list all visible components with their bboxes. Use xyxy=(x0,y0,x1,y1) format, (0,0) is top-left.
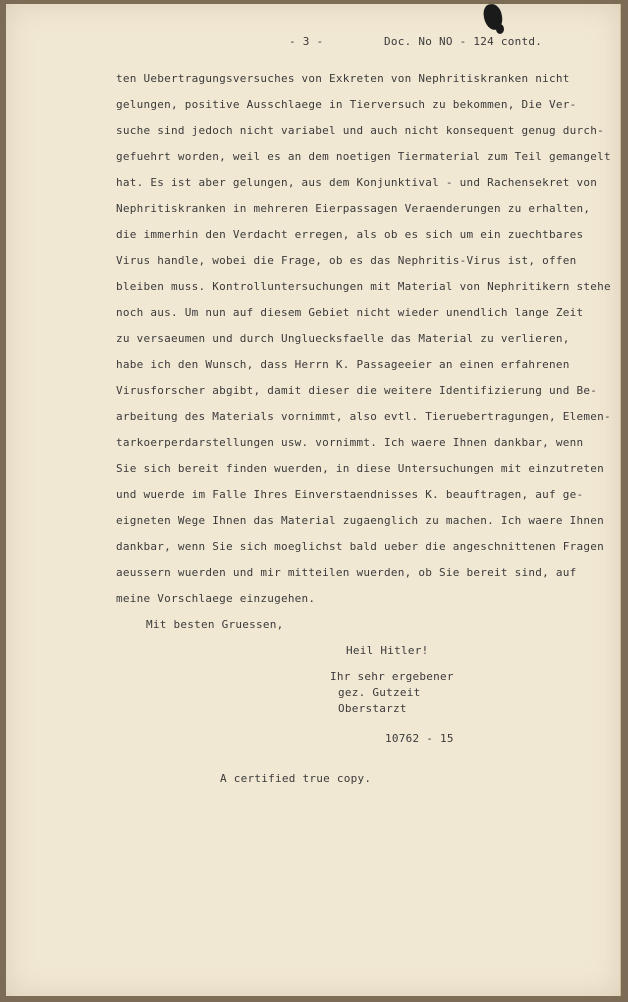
page-number: - 3 - xyxy=(289,35,324,48)
body-line: tarkoerperdarstellungen usw. vornimmt. Ich waere Ihnen dankbar, wenn xyxy=(116,436,584,449)
body-line: gefuehrt worden, weil es an dem noetigen Tiermaterial zum Teil gemangelt xyxy=(116,150,611,163)
body-line: aeussern wuerden und mir mitteilen wuerden, ob Sie bereit sind, auf xyxy=(116,566,577,579)
body-line: und wuerde im Falle Ihres Einverstaendnisses K. beauftragen, auf ge- xyxy=(116,488,584,501)
body-line: zu versaeumen und durch Ungluecksfaelle das Material zu verlieren, xyxy=(116,332,570,345)
body-line: dankbar, wenn Sie sich moeglichst bald ueber die angeschnittenen Fragen xyxy=(116,540,604,553)
body-line: ten Uebertragungsversuches von Exkreten von Nephritiskranken nicht xyxy=(116,72,570,85)
torn-corner-mark-small xyxy=(496,24,504,34)
certification-note: A certified true copy. xyxy=(220,772,372,785)
body-line: Virus handle, wobei die Frage, ob es das Nephritis-Virus ist, offen xyxy=(116,254,577,267)
body-line: suche sind jedoch nicht variabel und auch nicht konsequent genug durch- xyxy=(116,124,604,137)
body-line: gelungen, positive Ausschlaege in Tierversuch zu bekommen, Die Ver- xyxy=(116,98,577,111)
signature-line: Oberstarzt xyxy=(338,702,407,715)
body-line: habe ich den Wunsch, dass Herrn K. Passageeier an einen erfahrenen xyxy=(116,358,570,371)
body-line: Nephritiskranken in mehreren Eierpassagen Veraenderungen zu erhalten, xyxy=(116,202,591,215)
closing-greeting: Mit besten Gruessen, xyxy=(146,618,284,631)
body-line: bleiben muss. Kontrolluntersuchungen mit Material von Nephritikern stehe xyxy=(116,280,611,293)
document-number: 10762 - 15 xyxy=(385,732,454,745)
body-line: eigneten Wege Ihnen das Material zugaenglich zu machen. Ich waere Ihnen xyxy=(116,514,604,527)
body-line: Virusforscher abgibt, damit dieser die weitere Identifizierung und Be- xyxy=(116,384,598,397)
body-line: hat. Es ist aber gelungen, aus dem Konjunktival - und Rachensekret von xyxy=(116,176,598,189)
document-reference: Doc. No NO - 124 contd. xyxy=(384,35,543,48)
signature-line: Ihr sehr ergebener xyxy=(330,670,454,683)
body-line: noch aus. Um nun auf diesem Gebiet nicht wieder unendlich lange Zeit xyxy=(116,306,584,319)
body-line: Sie sich bereit finden wuerden, in diese Untersuchungen mit einzutreten xyxy=(116,462,604,475)
body-line: arbeitung des Materials vornimmt, also evtl. Tieruebertragungen, Elemen- xyxy=(116,410,611,423)
closing-salute: Heil Hitler! xyxy=(346,644,429,657)
body-line: die immerhin den Verdacht erregen, als ob es sich um ein zuechtbares xyxy=(116,228,584,241)
body-line: meine Vorschlaege einzugehen. xyxy=(116,592,316,605)
signature-line: gez. Gutzeit xyxy=(338,686,421,699)
